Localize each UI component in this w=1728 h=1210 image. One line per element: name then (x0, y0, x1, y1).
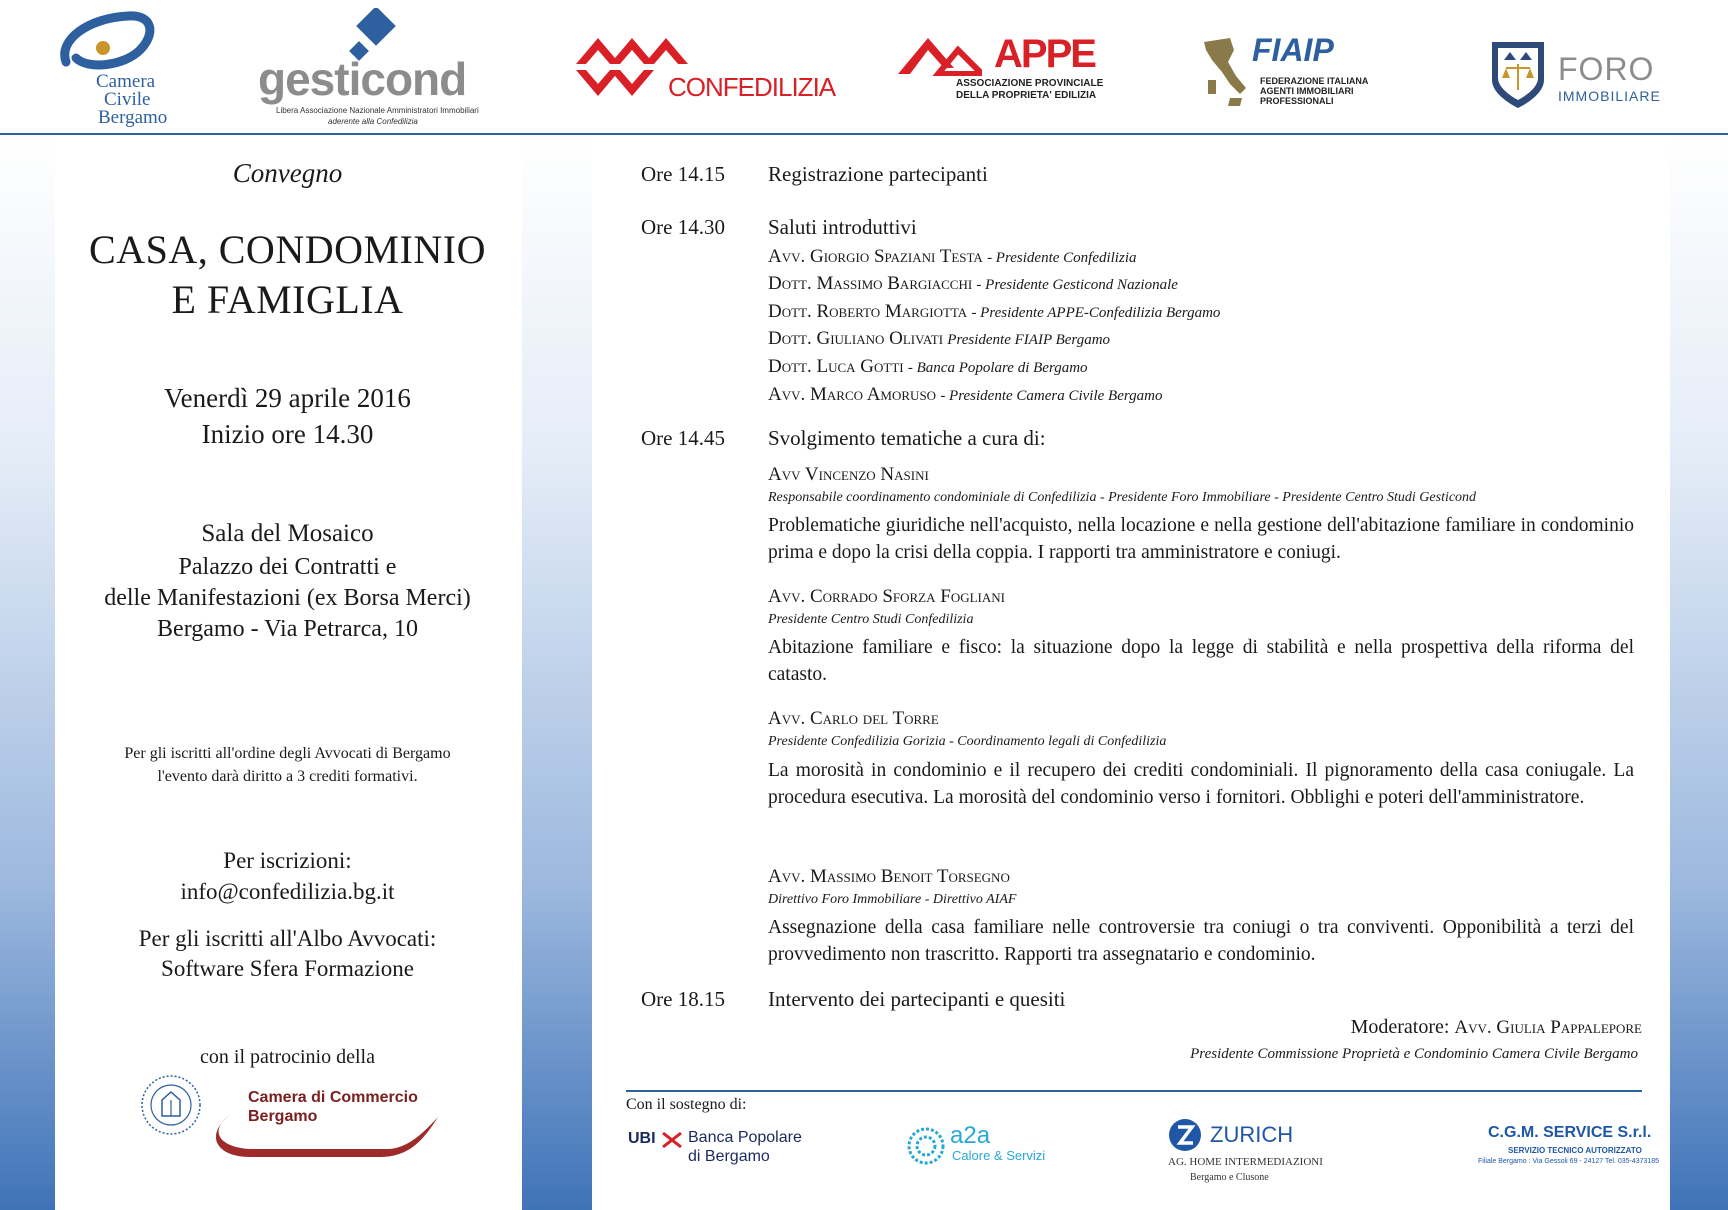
event-title (55, 225, 520, 325)
moderator-line (1351, 1016, 1642, 1039)
comune-bergamo-seal-icon (140, 1074, 202, 1136)
talk-topic: Problematiche giuridiche nell'acquisto, nella locazione e nella gestione dell'abitazione familiare in condominio prima e dopo la crisi della coppia. I rapporti tra amministratore e coniugi. (768, 515, 1634, 563)
talk-speaker: Avv. Massimo Benoit Torsegno (768, 866, 1010, 887)
cgm-line2: Filiale Bergamo : Via Gessoli 69 - 24127 Tel. 035-4373185 (1478, 1158, 1660, 1165)
appe-wordmark: APPE (994, 32, 1095, 76)
talk-topic: La morosità in condominio e il recupero dei crediti condominiali. Il pignoramento della casa coniugale. La procedura esecutiva. La morosità del condominio verso i fornitori. Obblighi e poteri dell'amministratore. (768, 760, 1634, 808)
talk-speaker: Avv Vincenzo Nasini (768, 464, 929, 485)
greeting-row (768, 384, 1163, 406)
confedilizia-logo (576, 34, 836, 104)
venue-line2: delle Manifestazioni (ex Borsa Merci) (104, 585, 471, 611)
gesticond-tagline1: Libera Associazione Nazionale Amministratori Immobiliari (276, 106, 479, 115)
greeting-row (768, 246, 1136, 268)
talk-speaker: Avv. Corrado Sforza Fogliani (768, 586, 1005, 607)
a2a-sub: Calore & Servizi (952, 1148, 1046, 1163)
sponsors-heading: Con il sostegno di: (626, 1096, 747, 1113)
camera-civile-logo (58, 10, 188, 130)
zurich-line2: Bergamo e Clusone (1190, 1172, 1269, 1183)
credits-line2: l'evento darà diritto a 3 crediti formativi. (157, 768, 418, 785)
talk-speaker-role: Direttivo Foro Immobiliare - Direttivo AIAF (768, 892, 1017, 907)
talk-topic: Abitazione familiare e fisco: la situazione dopo la legge di stabilità e nella prospettiva della riforma del catasto. (768, 637, 1634, 685)
greeting-name: Dott. Massimo Bargiacchi (768, 273, 973, 294)
event-date (55, 380, 520, 452)
fiaip-tagline2: AGENTI IMMOBILIARI (1260, 86, 1354, 96)
greeting-name: Dott. Giuliano Olivati (768, 328, 944, 349)
fiaip-tagline3: PROFESSIONALI (1260, 96, 1334, 106)
ubi-logo (628, 1128, 808, 1178)
albo-value: Software Sfera Formazione (161, 956, 414, 981)
greeting-name: Dott. Roberto Margiotta (768, 301, 968, 322)
appe-logo (898, 32, 1108, 106)
greeting-name: Avv. Marco Amoruso (768, 384, 937, 405)
header-logos (0, 0, 1728, 135)
moderator-role: Presidente Commissione Proprietà e Condominio Camera Civile Bergamo (1190, 1046, 1638, 1062)
slot1-time: Ore 14.15 (641, 162, 725, 186)
greeting-role: - Banca Popolare di Bergamo (907, 360, 1088, 376)
greeting-name: Avv. Giorgio Spaziani Testa (768, 246, 983, 267)
italy-map-icon (1200, 36, 1250, 112)
slot4-label: Intervento dei partecipanti e quesiti (768, 987, 1066, 1011)
fiaip-tagline1: FEDERAZIONE ITALIANA (1260, 76, 1369, 86)
slot2-label: Saluti introduttivi (768, 215, 917, 239)
ubi-line2: di Bergamo (688, 1148, 770, 1165)
zurich-z-icon (1168, 1118, 1202, 1152)
convegno-label: Convegno (232, 158, 343, 188)
gesticond-logo (258, 8, 478, 128)
appe-tagline2: DELLA PROPRIETA' EDILIZIA (956, 90, 1097, 101)
slot2-time: Ore 14.30 (641, 215, 725, 239)
camera-civile-line1: Camera (96, 71, 156, 92)
greeting-row (768, 356, 1088, 378)
credits-line1: Per gli iscritti all'ordine degli Avvocati di Bergamo (124, 745, 451, 762)
appe-roof-icon (898, 36, 982, 76)
zurich-logo (1168, 1118, 1348, 1188)
talk-speaker-role: Responsabile coordinamento condominiale di Confedilizia - Presidente Foro Immobiliare - Presidente Centro Studi Gesticond (768, 490, 1477, 505)
slot1-label: Registrazione partecipanti (768, 162, 988, 186)
confedilizia-wordmark: CONFEDILIZIA (668, 72, 836, 102)
sponsors-divider (626, 1090, 1642, 1092)
ubi-mark: UBI (628, 1130, 656, 1147)
gesticond-wordmark: gesticond (258, 53, 467, 105)
zurich-line1: AG. HOME INTERMEDIAZIONI (1168, 1156, 1323, 1168)
moderator-name: Avv. Giulia Pappalepore (1454, 1017, 1642, 1038)
talk-topic: Assegnazione della casa familiare nelle controversie tra coniugi o tra conviventi. Opponibilità a terzi del provvedimento non trascritto. Rapporti tra assegnatario e condominio. (768, 917, 1634, 965)
talk-speaker: Avv. Carlo del Torre (768, 708, 939, 729)
camera-civile-line2: Civile (104, 89, 151, 110)
venue-address (55, 552, 520, 645)
event-start-time: Inizio ore 14.30 (201, 419, 374, 449)
appe-tagline1: ASSOCIAZIONE PROVINCIALE (956, 78, 1104, 89)
greeting-role: - Presidente Confedilizia (987, 250, 1137, 266)
zurich-wordmark: ZURICH (1210, 1122, 1294, 1147)
greeting-name: Dott. Luca Gotti (768, 356, 904, 377)
slot3-label: Svolgimento tematiche a cura di: (768, 426, 1046, 450)
greeting-row (768, 273, 1178, 295)
event-title-line2: E FAMIGLIA (171, 277, 404, 322)
camera-commercio-line1: Camera di Commercio (248, 1089, 418, 1106)
fiaip-wordmark: FIAIP (1252, 32, 1334, 68)
foro-shield-icon (1488, 40, 1548, 110)
albo-heading: Per gli iscritti all'Albo Avvocati: (138, 926, 437, 951)
cgm-logo (1478, 1124, 1660, 1174)
venue-line3: Bergamo - Via Petrarca, 10 (157, 616, 418, 642)
venue-name: Sala del Mosaico (201, 520, 374, 547)
camera-commercio-logo (210, 1085, 450, 1165)
foro-immobiliare-logo (1488, 40, 1668, 112)
immobiliare-wordmark: IMMOBILIARE (1558, 88, 1661, 104)
camera-commercio-line2: Bergamo (248, 1108, 318, 1125)
moderator-prefix: Moderatore: (1350, 1016, 1450, 1038)
talk-speaker-role: Presidente Centro Studi Confedilizia (768, 612, 974, 627)
cgm-wordmark: C.G.M. SERVICE S.r.l. (1488, 1124, 1652, 1141)
a2a-logo (906, 1122, 1056, 1176)
greeting-role: - Presidente Gesticond Nazionale (976, 277, 1178, 293)
greeting-row (768, 301, 1220, 323)
greeting-row (768, 328, 1110, 350)
venue-line1: Palazzo dei Contratti e (178, 554, 397, 580)
slot4-time: Ore 18.15 (641, 987, 725, 1011)
patrocinio-label: con il patrocinio della (200, 1046, 375, 1068)
gesticond-tagline2: aderente alla Confedilizia (328, 117, 418, 126)
fiaip-logo (1200, 32, 1380, 114)
center-gradient-strip (522, 135, 592, 1210)
camera-civile-swirl-icon (58, 10, 158, 78)
a2a-wordmark: a2a (950, 1122, 991, 1149)
event-title-line1: CASA, CONDOMINIO (89, 227, 486, 272)
foro-wordmark: FORO (1558, 51, 1655, 87)
registration-email[interactable]: info@confedilizia.bg.it (180, 879, 395, 904)
registration-heading: Per iscrizioni: (223, 848, 352, 873)
greeting-role: Presidente FIAIP Bergamo (947, 332, 1111, 348)
talk-speaker-role: Presidente Confedilizia Gorizia - Coordinamento legali di Confedilizia (768, 734, 1167, 749)
camera-commercio-swoosh-icon (210, 1111, 440, 1161)
credits-note (55, 742, 520, 788)
a2a-globe-icon (906, 1126, 946, 1166)
ubi-chevron-icon (661, 1131, 683, 1149)
camera-civile-line3: Bergamo (98, 107, 168, 128)
right-gradient-strip (1670, 135, 1728, 1210)
greeting-role: - Presidente APPE-Confedilizia Bergamo (971, 305, 1221, 321)
cgm-line1: SERVIZIO TECNICO AUTORIZZATO (1508, 1146, 1642, 1155)
slot3-time: Ore 14.45 (641, 426, 725, 450)
left-gradient-strip (0, 135, 55, 1210)
event-date-day: Venerdì 29 aprile 2016 (164, 383, 411, 413)
greeting-role: - Presidente Camera Civile Bergamo (940, 388, 1163, 404)
ubi-line1: Banca Popolare (688, 1129, 802, 1146)
